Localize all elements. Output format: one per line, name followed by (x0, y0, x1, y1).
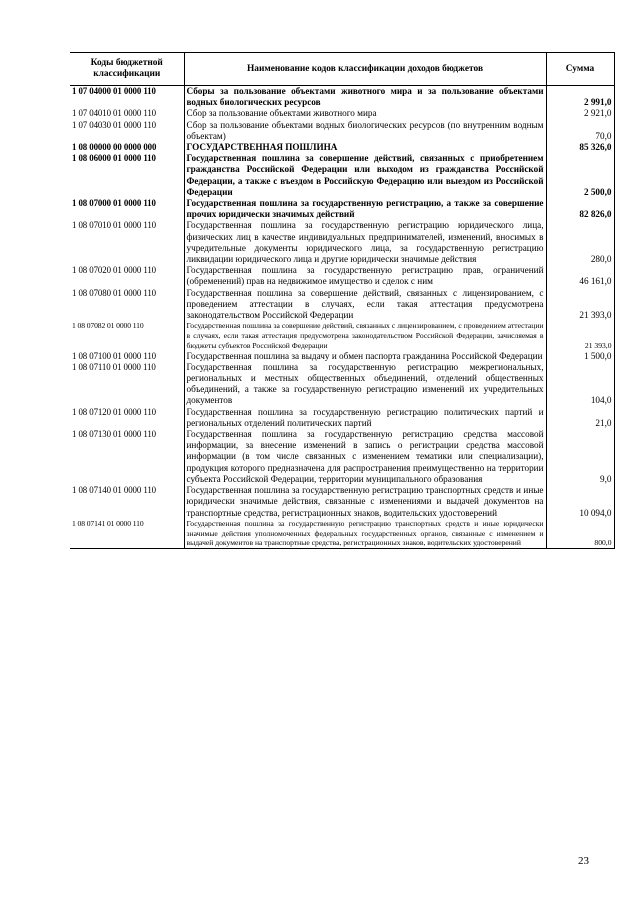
header-name: Наименование кодов классификации доходов бюджетов (184, 53, 546, 86)
row-code: 1 08 07080 01 0000 110 (70, 288, 184, 322)
row-name: Государственная пошлина за государственную регистрацию средства массовой информации, за внесение изменений в запись о регистрации средства массовой информации (в том числе связанных с изменением тематики или специализации), продукция которого предназначена для распространения преимущественно на территории субъекта Российской Федерации, территории муниципального образования (184, 429, 546, 485)
row-name: Государственная пошлина за государственную регистрацию транспортных средств и иные юридически значимые действия, связанные с изменениями и выдачей документов на транспортные средства, регистрационных знаков, водительских удостоверений (184, 485, 546, 519)
row-code: 1 08 07110 01 0000 110 (70, 362, 184, 407)
row-name: Сбор за пользование объектами водных биологических ресурсов (по внутренним водным объектам) (184, 120, 546, 142)
row-name: Государственная пошлина за государственную регистрацию межрегиональных, региональных и местных общественных объединений, отделений общественных объединений, а также за государственную регистрацию изменений их учредительных документов (184, 362, 546, 407)
budget-revenue-table (70, 52, 615, 549)
row-code: 1 08 07082 01 0000 110 (70, 321, 184, 350)
table-row (70, 220, 614, 265)
row-name: Государственная пошлина за совершение действий, связанных с лицензированием, с проведением аттестации в случаях, если такая аттестация предусмотрена законодательством Российской Федерации (184, 288, 546, 322)
row-code: 1 07 04000 01 0000 110 (70, 86, 184, 109)
row-code: 1 08 07130 01 0000 110 (70, 429, 184, 485)
table-row (70, 86, 614, 109)
row-code: 1 08 07140 01 0000 110 (70, 485, 184, 519)
row-amount: 9,0 (546, 429, 614, 485)
table-body (70, 86, 614, 549)
row-amount: 70,0 (546, 120, 614, 142)
row-amount: 85 326,0 (546, 142, 614, 153)
row-amount: 10 094,0 (546, 485, 614, 519)
row-code: 1 08 07020 01 0000 110 (70, 265, 184, 287)
row-name: Государственная пошлина за выдачу и обмен паспорта гражданина Российской Федерации (184, 351, 546, 362)
table-row (70, 362, 614, 407)
row-name: ГОСУДАРСТВЕННАЯ ПОШЛИНА (184, 142, 546, 153)
table-row (70, 108, 614, 119)
row-amount: 21,0 (546, 407, 614, 429)
row-code: 1 08 07100 01 0000 110 (70, 351, 184, 362)
row-name: Государственная пошлина за государственную регистрацию юридического лица, физических лиц в качестве индивидуальных предпринимателей, изменений, вносимых в учредительные документы юридического лица, за государственную регистрацию ликвидации юридического лица и другие юридически значимые действия (184, 220, 546, 265)
row-name: Государственная пошлина за государственную регистрацию, а также за совершение прочих юридически значимых действий (184, 198, 546, 220)
row-name: Государственная пошлина за государственную регистрацию прав, ограничений (обременений) прав на недвижимое имущество и сделок с ним (184, 265, 546, 287)
row-amount: 2 991,0 (546, 86, 614, 109)
row-amount: 104,0 (546, 362, 614, 407)
header-code: Коды бюджетной классификации (70, 53, 184, 86)
row-name: Государственная пошлина за государственную регистрацию политических партий и региональных отделений политических партий (184, 407, 546, 429)
table-row (70, 321, 614, 350)
row-name: Государственная пошлина за совершение действий, связанных с лицензированием, с проведением аттестации в случаях, если такая аттестация предусмотрена законодательством Российской Федерации, зачисляемая в бюджеты субъектов Российской Федерации (184, 321, 546, 350)
table-header-row (70, 53, 614, 86)
row-amount: 21 393,0 (546, 321, 614, 350)
row-code: 1 08 07120 01 0000 110 (70, 407, 184, 429)
row-code: 1 07 04010 01 0000 110 (70, 108, 184, 119)
table-row (70, 265, 614, 287)
row-amount: 1 500,0 (546, 351, 614, 362)
row-name: Государственная пошлина за государственную регистрацию транспортных средств и иные юридически значимые действия уполномоченных федеральных государственных органов, связанные с изменением и выдачей документов на транспортные средства, регистрационных знаков, водительских удостоверений (184, 519, 546, 549)
row-amount: 82 826,0 (546, 198, 614, 220)
row-amount: 2 921,0 (546, 108, 614, 119)
row-code: 1 08 07000 01 0000 110 (70, 198, 184, 220)
row-name: Сборы за пользование объектами животного мира и за пользование объектами водных биологических ресурсов (184, 86, 546, 109)
table-row (70, 120, 614, 142)
table-row (70, 288, 614, 322)
table-row (70, 429, 614, 485)
table-row (70, 407, 614, 429)
table-row (70, 142, 614, 153)
row-amount: 800,0 (546, 519, 614, 549)
row-code: 1 08 07010 01 0000 110 (70, 220, 184, 265)
header-amount: Сумма (546, 53, 614, 86)
table-row (70, 485, 614, 519)
table-row (70, 153, 614, 198)
row-name: Государственная пошлина за совершение действий, связанных с приобретением гражданства Российской Федерации или выходом из гражданства Российской Федерации, а также с въездом в Российскую Федерацию или выездом из Российской Федерации (184, 153, 546, 198)
row-code: 1 08 00000 00 0000 000 (70, 142, 184, 153)
row-amount: 21 393,0 (546, 288, 614, 322)
table-row (70, 198, 614, 220)
table-row (70, 351, 614, 362)
row-amount: 46 161,0 (546, 265, 614, 287)
row-amount: 2 500,0 (546, 153, 614, 198)
row-code: 1 07 04030 01 0000 110 (70, 120, 184, 142)
row-name: Сбор за пользование объектами животного мира (184, 108, 546, 119)
table-row (70, 519, 614, 549)
row-code: 1 08 06000 01 0000 110 (70, 153, 184, 198)
page-number: 23 (578, 855, 589, 867)
row-amount: 280,0 (546, 220, 614, 265)
row-code: 1 08 07141 01 0000 110 (70, 519, 184, 549)
